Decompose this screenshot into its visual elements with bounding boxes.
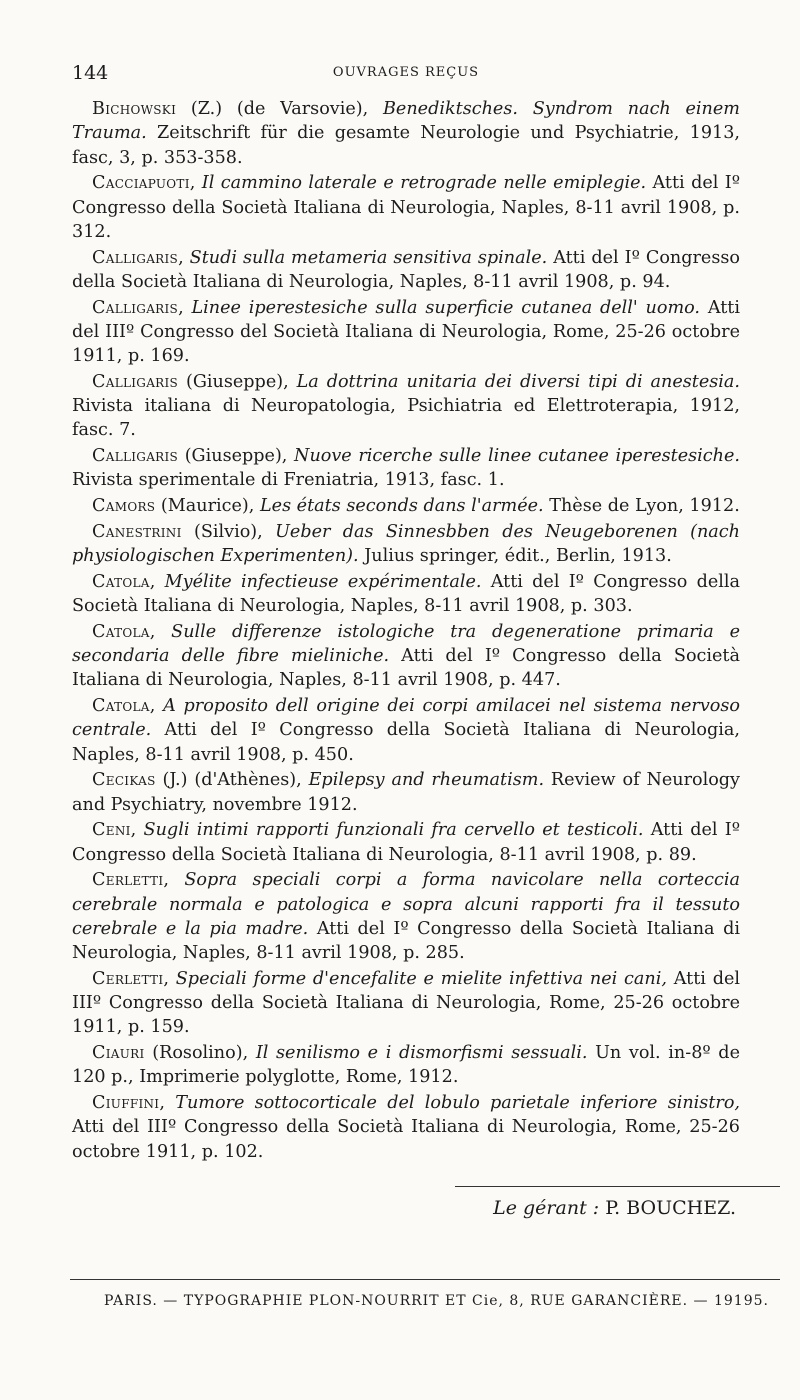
bibliography-entry bbox=[72, 818, 740, 867]
entry-title: Il cammino laterale e retrograde nelle emiplegie. bbox=[201, 173, 647, 194]
entry-details: (Rosolino), bbox=[144, 1043, 256, 1064]
signature bbox=[493, 1197, 736, 1219]
signature-name: P. BOUCHEZ. bbox=[605, 1197, 736, 1219]
entry-title: Myélite infectieuse expérimentale. bbox=[164, 571, 482, 592]
entry-author: Ceni bbox=[92, 820, 131, 841]
entry-source: Atti del Iº Congresso della Società Italiana di Neurologia, Naples, 8-11 avril 1908, p. 285. bbox=[72, 918, 740, 964]
entry-author: Calligaris bbox=[92, 371, 179, 392]
entry-title: Nuove ricerche sulle linee cutanee iperestesiche. bbox=[294, 446, 740, 467]
page-header bbox=[72, 62, 740, 86]
entry-source: Atti del IIIº Congresso del Società Italiana di Neurologia, Rome, 25-26 octobre 1911, p. 169. bbox=[72, 297, 740, 367]
entry-author: Camors bbox=[92, 496, 156, 517]
entry-source: Atti del Iº Congresso della Società Italiana di Neurologia, 8-11 avril 1908, p. 89. bbox=[72, 820, 740, 865]
entry-source: Julius springer, édit., Berlin, 1913. bbox=[358, 546, 672, 567]
entry-source: Atti del IIIº Congresso della Società Italiana di Neurologia, Rome, 25-26 octobre 1911, p. 159. bbox=[72, 968, 740, 1038]
bibliography-entry bbox=[72, 97, 740, 170]
entry-details: (Z.) (de Varsovie), bbox=[176, 99, 383, 119]
entry-author: Calligaris bbox=[92, 297, 179, 318]
entry-source: Review of Neurology and Psychiatry, novembre 1912. bbox=[72, 770, 740, 815]
bibliography-entry bbox=[72, 967, 740, 1040]
entry-title: Benediktsches. Syndrom nach einem Trauma. bbox=[72, 99, 740, 144]
entry-author: Cerletti bbox=[92, 968, 164, 989]
signature-divider bbox=[455, 1186, 780, 1187]
entry-details: (Giuseppe), bbox=[178, 446, 295, 467]
entry-title: Ueber das Sinnesbben des Neugeborenen (nach physiologischen Experimenten). bbox=[72, 521, 740, 567]
entry-details: , bbox=[159, 1093, 176, 1114]
bibliography-entry bbox=[72, 246, 740, 295]
entry-title: Sugli intimi rapporti funzionali fra cervello et testicoli. bbox=[143, 820, 644, 841]
entry-author: Ciauri bbox=[92, 1043, 145, 1064]
bibliography-entry bbox=[72, 694, 740, 767]
entry-author: Catola bbox=[92, 696, 150, 717]
printer-imprint: PARIS. — TYPOGRAPHIE PLON-NOURRIT ET Cie, 8, RUE GARANCIÈRE. — 19195. bbox=[104, 1293, 769, 1309]
entry-title: Les états seconds dans l'armée. bbox=[259, 496, 544, 517]
entry-title: Speciali forme d'encefalite e mielite infettiva nei cani, bbox=[175, 968, 667, 989]
footer-divider bbox=[70, 1279, 780, 1280]
running-title: OUVRAGES REÇUS bbox=[332, 65, 480, 80]
bibliography-entry bbox=[72, 1041, 740, 1090]
entry-source: Atti del Iº Congresso della Società Italiana di Neurologia, Naples, 8-11 avril 1908, p. 312. bbox=[72, 173, 741, 242]
entry-title: Studi sulla metameria sensitiva spinale. bbox=[189, 247, 548, 268]
entry-title: Tumore sottocorticale del lobulo parietale inferiore sinistro, bbox=[175, 1093, 741, 1114]
entry-details: , bbox=[149, 571, 165, 592]
entry-source: Un vol. in-8º de 120 p., Imprimerie polyglotte, Rome, 1912. bbox=[72, 1043, 740, 1088]
entry-details: , bbox=[149, 621, 172, 642]
entry-title: Linee iperestesiche sulla superficie cutanea dell' uomo. bbox=[191, 297, 701, 318]
entry-author: Cerletti bbox=[92, 870, 164, 891]
bibliography-entry bbox=[72, 370, 740, 443]
entry-details: , bbox=[130, 820, 144, 841]
entry-author: Ciuffini bbox=[92, 1093, 160, 1114]
entry-source: Atti del Iº Congresso della Società Italiana di Neurologia, Naples, 8-11 avril 1908, p. 450. bbox=[72, 720, 740, 765]
entry-author: Catola bbox=[92, 621, 150, 642]
entry-source: Zeitschrift für die gesamte Neurologie und Psychiatrie, 1913, fasc, 3, p. 353-358. bbox=[72, 123, 740, 168]
entry-title: A proposito dell origine dei corpi amilacei nel sistema nervoso centrale. bbox=[72, 696, 740, 741]
bibliography-entry bbox=[72, 494, 740, 518]
entry-source: Atti del IIIº Congresso della Società Italiana di Neurologia, Rome, 25-26 octobre 1911, p. 102. bbox=[72, 1117, 740, 1162]
entry-author: Catola bbox=[92, 571, 150, 592]
entry-details: , bbox=[163, 968, 176, 989]
bibliography-entry bbox=[72, 768, 740, 817]
page-number: 144 bbox=[72, 62, 109, 84]
entry-source: Atti del Iº Congresso della Società Italiana di Neurologia, Naples, 8-11 avril 1908, p. 94. bbox=[72, 247, 740, 292]
bibliography-entry bbox=[72, 868, 740, 965]
bibliography-entry bbox=[72, 171, 740, 244]
bibliography-entry bbox=[72, 444, 740, 493]
entry-title: Sulle differenze istologiche tra degeneratione primaria e secondaria delle fibre mieliniche. bbox=[72, 621, 740, 667]
bibliography-entry bbox=[72, 520, 740, 569]
entry-source: Atti del Iº Congresso della Società Italiana di Neurologia, Naples, 8-11 avril 1908, p. 447. bbox=[72, 646, 740, 691]
entry-author: Cecikas bbox=[92, 770, 156, 791]
entry-source: Atti del Iº Congresso della Società Italiana di Neurologia, Naples, 8-11 avril 1908, p. 303. bbox=[72, 571, 740, 617]
entry-details: (J.) (d'Athènes), bbox=[155, 770, 309, 791]
entry-author: Cacciapuoti bbox=[92, 173, 190, 194]
entry-title: La dottrina unitaria dei diversi tipi di anestesia. bbox=[296, 371, 740, 392]
bibliography-entry bbox=[72, 296, 740, 369]
entry-details: , bbox=[189, 173, 202, 194]
bibliography-entry bbox=[72, 570, 740, 619]
entry-details: , bbox=[178, 297, 192, 318]
entry-details: (Silvio), bbox=[181, 521, 276, 542]
entry-title: Epilepsy and rheumatism. bbox=[308, 770, 545, 791]
entry-details: (Maurice), bbox=[155, 496, 260, 517]
entry-details: (Giuseppe), bbox=[178, 371, 297, 392]
entry-source: Rivista italiana di Neuropatologia, Psichiatria ed Elettroterapia, 1912, fasc. 7. bbox=[72, 396, 740, 441]
entry-details: , bbox=[178, 247, 190, 268]
signature-label: Le gérant : bbox=[493, 1197, 600, 1219]
bibliography-entry bbox=[72, 620, 740, 693]
entry-author: Bichowski bbox=[92, 99, 177, 119]
bibliography-list bbox=[72, 97, 740, 1165]
entry-title: Sopra speciali corpi a forma navicolare nella corteccia cerebrale normala e patologica e sopra alcuni rapporti fra il tessuto cerebrale e la pia madre. bbox=[72, 870, 740, 939]
entry-author: Calligaris bbox=[92, 446, 179, 467]
entry-author: Canestrini bbox=[92, 521, 182, 542]
entry-source: Rivista sperimentale di Freniatria, 1913, fasc. 1. bbox=[72, 470, 505, 491]
entry-source: Thèse de Lyon, 1912. bbox=[543, 496, 740, 517]
entry-details: , bbox=[149, 696, 164, 717]
entry-author: Calligaris bbox=[92, 247, 179, 268]
bibliography-entry bbox=[72, 1091, 740, 1164]
entry-title: Il senilismo e i dismorfismi sessuali. bbox=[255, 1043, 588, 1064]
entry-details: , bbox=[163, 870, 185, 891]
